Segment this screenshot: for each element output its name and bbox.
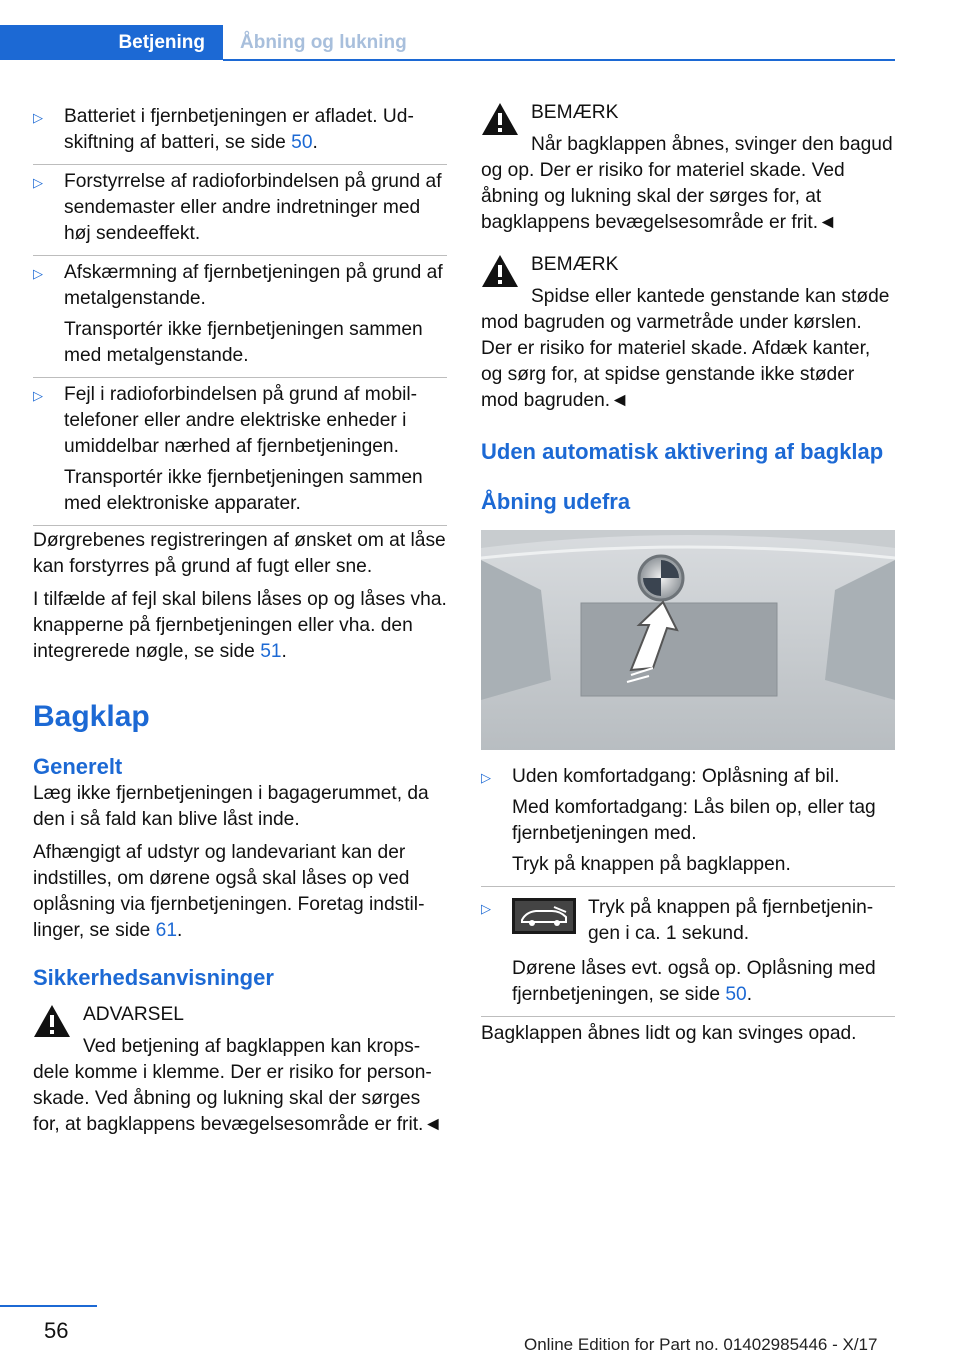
left-column <box>33 100 447 1144</box>
bullet-text: Fejl i radioforbindelsen på grund af mobiltelefoner eller andre elektriske enheder i umiddelbar nærhed af fjernbetjeningen. <box>64 384 418 457</box>
paragraph: I tilfælde af fejl skal bilens låses op og låses vha. knapperne på fjernbetjeningen eller vha. den integrerede nøgle, se side 51. <box>33 589 447 662</box>
bullet-text: Transportér ikke fjernbetjeningen sammen med elektroniske apparater. <box>64 467 423 514</box>
notice-title: BEMÆRK <box>531 254 619 275</box>
notice-text: Spidse eller kantede genstande kan støde mod bagruden og varmetråde under kørslen. Der er risiko for materiel skade. Afdæk kanter, og sørg for, at spidse genstande ikke støder mod bagruden.◄ <box>481 286 890 411</box>
list-item <box>33 165 447 256</box>
list-item <box>33 256 447 378</box>
warning-title: ADVARSEL <box>83 1004 184 1025</box>
notice-text: Når bagklappen åbnes, svinger den bagud og op. Der er risiko for materiel skade. Ved åbning og lukning skal der sørges for, at bagklappens bevægelsesområde er frit.◄ <box>481 134 893 233</box>
bullet-text: Afskærmning af fjernbetjeningen på grund af metalgenstande. <box>64 262 443 309</box>
list-item <box>33 378 447 526</box>
bullet-text: Dørene låses evt. også op. Oplåsning med fjernbetjeningen, se side 50. <box>512 958 876 1005</box>
subheading-safety: Sikkerhedsanvisninger <box>33 965 274 990</box>
header-rule <box>223 59 895 61</box>
paragraph: Læg ikke fjernbetjeningen i bagagerummet, da den i så fald kan blive låst inde. <box>33 783 429 830</box>
warning-triangle-icon <box>481 254 519 288</box>
warning-text: Ved betjening af bagklappen kan kropsdele komme i klemme. Der er risiko for personskade. Ved åbning og lukning skal der sørges for, at bagklappens bevægelsesområde er frit.◄ <box>33 1036 443 1135</box>
page-header <box>0 0 896 58</box>
paragraph: Dørgrebenes registreringen af ønsket om at låse kan forstyrres på grund af fugt eller sne. <box>33 530 446 577</box>
bullet-triangle-icon: ▷ <box>33 388 43 403</box>
edition-note: Online Edition for Part no. 01402985446 - X/17 <box>524 1335 878 1354</box>
warning-triangle-icon <box>481 102 519 136</box>
bullet-triangle-icon: ▷ <box>33 175 43 190</box>
bullet-text: Uden komfortadgang: Oplåsning af bil. <box>512 766 840 787</box>
warning-triangle-icon <box>33 1004 71 1038</box>
bullet-triangle-icon: ▷ <box>481 901 491 916</box>
list-item: ▷ Batteriet i fjernbetjeningen er afladet. Udskiftning af batteri, se side 50. <box>33 100 447 165</box>
page-link[interactable]: 51 <box>260 641 282 662</box>
notice-title: BEMÆRK <box>531 102 619 123</box>
right-column <box>481 100 895 1054</box>
bullet-text: Tryk på knappen på fjernbetjeningen i ca. 1 sekund. <box>588 897 874 944</box>
page-link[interactable]: 50 <box>725 984 747 1005</box>
bullet-text: Transportér ikke fjernbetjeningen sammen med metalgenstande. <box>64 319 423 366</box>
bullet-text: Forstyrrelse af radioforbindelsen på grund af sendemaster eller andre indretninger med høj sendeeffekt. <box>64 171 442 244</box>
trunk-lid-photo <box>481 530 895 750</box>
page-link[interactable]: 50 <box>291 132 313 153</box>
list-item <box>481 891 895 1017</box>
bullet-text: Med komfortadgang: Lås bilen op, eller tag fjernbetjeningen med. <box>512 797 876 844</box>
bullet-triangle-icon: ▷ <box>33 266 43 281</box>
notice-box <box>481 100 895 236</box>
paragraph: Afhængigt af udstyr og landevariant kan der indstilles, om dørene også skal låses op ved oplåsning via fjernbetjeningen. Foretag indstillinger, se side 61. <box>33 842 425 941</box>
bullet-text: Batteriet i fjernbetjeningen er afladet. Udskiftning af batteri, se side <box>64 106 414 153</box>
page-link[interactable]: 61 <box>155 920 178 941</box>
footer-rule <box>0 1305 97 1307</box>
bullet-text: Tryk på knappen på bagklappen. <box>512 854 791 875</box>
chapter-tab[interactable]: Betjening <box>0 25 223 60</box>
section-heading: Bagklap <box>33 700 150 733</box>
section-tab[interactable]: Åbning og lukning <box>240 31 407 53</box>
notice-box <box>481 252 895 414</box>
trunk-remote-button-icon <box>512 898 576 934</box>
subheading-general: Generelt <box>33 754 123 779</box>
bullet-triangle-icon: ▷ <box>481 770 491 785</box>
subheading-no-auto: Uden automatisk aktivering af bagklap <box>481 439 884 464</box>
warning-box <box>33 1002 447 1138</box>
subheading-open-outside: Åbning udefra <box>481 489 631 514</box>
list-item <box>481 760 895 887</box>
bullet-triangle-icon: ▷ <box>33 110 43 125</box>
paragraph: Bagklappen åbnes lidt og kan svinges opad. <box>481 1023 857 1044</box>
page-number: 56 <box>44 1318 69 1343</box>
